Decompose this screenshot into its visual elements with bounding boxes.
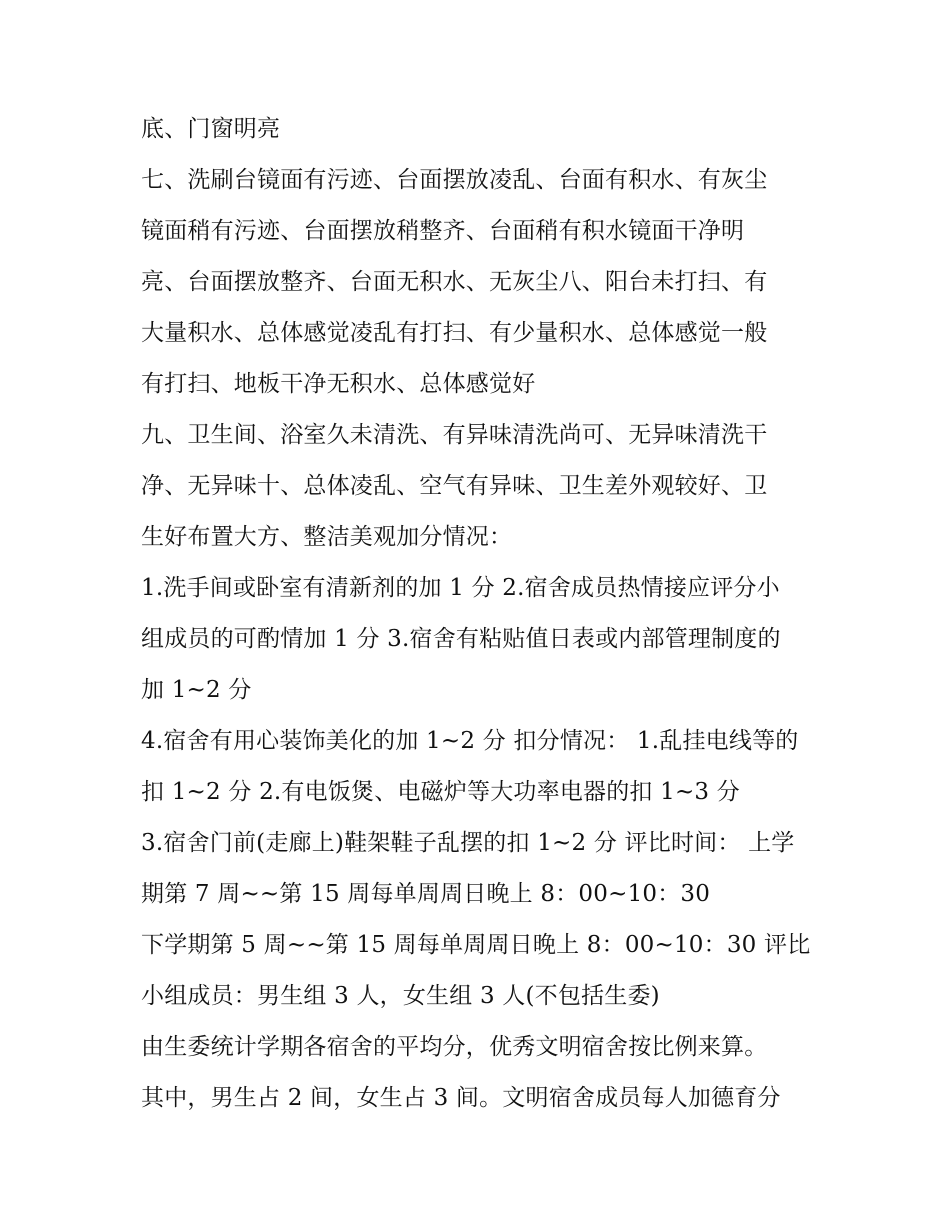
text-line: 由生委统计学期各宿舍的平均分，优秀文明宿舍按比例来算。 [141,1034,768,1060]
text-line: 扣 1~2 分 2.有电饭煲、电磁炉等大功率电器的扣 1~3 分 [141,779,740,805]
text-line: 亮、台面摆放整齐、台面无积水、无灰尘八、阳台未打扫、有 [141,269,768,295]
text-line: 组成员的可酌情加 1 分 3.宿舍有粘贴值日表或内部管理制度的 [141,626,781,652]
text-line: 七、洗刷台镜面有污迹、台面摆放凌乱、台面有积水、有灰尘 [141,167,768,193]
text-line: 底、门窗明亮 [141,116,281,142]
text-line: 净、无异味十、总体凌乱、空气有异味、卫生差外观较好、卫 [141,473,768,499]
text-line: 大量积水、总体感觉凌乱有打扫、有少量积水、总体感觉一般 [141,320,768,346]
document-body [141,104,821,1124]
text-line: 生好布置大方、整洁美观加分情况： [141,524,513,550]
text-line: 九、卫生间、浴室久未清洗、有异味清洗尚可、无异味清洗干 [141,422,768,448]
text-line: 加 1~2 分 [141,677,252,703]
text-line: 3.宿舍门前(走廊上)鞋架鞋子乱摆的扣 1~2 分 评比时间： 上学 [141,830,795,856]
text-line: 4.宿舍有用心装饰美化的加 1~2 分 扣分情况： 1.乱挂电线等的 [141,728,799,754]
text-line: 下学期第 5 周~~第 15 周每单周周日晚上 8：00~10：30 评比 [141,932,811,958]
text-line: 小组成员：男生组 3 人，女生组 3 人(不包括生委) [141,983,660,1009]
text-line: 期第 7 周~~第 15 周每单周周日晚上 8：00~10：30 [141,881,711,907]
text-line: 其中，男生占 2 间，女生占 3 间。文明宿舍成员每人加德育分 [141,1085,781,1111]
text-line: 镜面稍有污迹、台面摆放稍整齐、台面稍有积水镜面干净明 [141,218,745,244]
text-line: 1.洗手间或卧室有清新剂的加 1 分 2.宿舍成员热情接应评分小 [141,575,780,601]
text-line: 有打扫、地板干净无积水、总体感觉好 [141,371,536,397]
